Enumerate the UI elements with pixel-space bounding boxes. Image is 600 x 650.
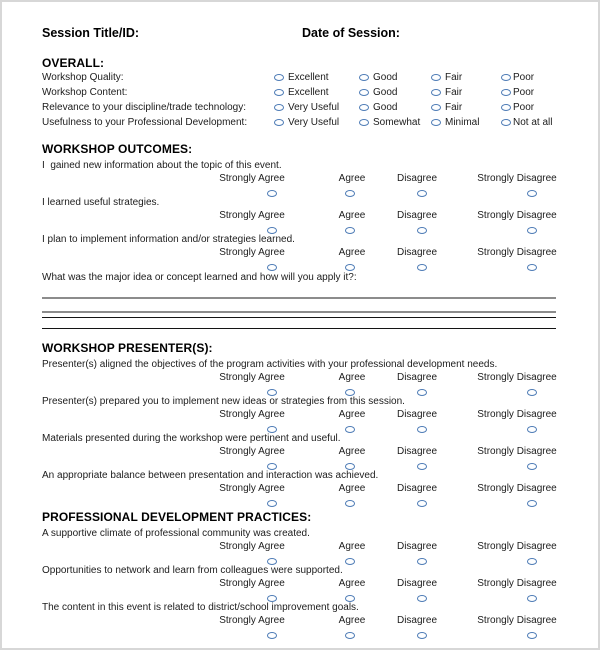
scale-option-label: Disagree — [396, 446, 438, 457]
radio-poor[interactable] — [501, 74, 511, 81]
scale-option-disagree — [387, 247, 447, 276]
scale-option-label: Disagree — [396, 173, 438, 184]
rating-option-label: Somewhat — [373, 117, 421, 128]
scale-option-label: Strongly Agree — [219, 173, 285, 184]
scale-option-label: Strongly Disagree — [477, 446, 557, 457]
radio-disagree[interactable] — [417, 595, 427, 602]
agreement-scale — [217, 483, 562, 504]
scale-option-disagree — [387, 409, 447, 438]
scale-option-strongly-agree — [217, 409, 287, 438]
radio-disagree[interactable] — [417, 463, 427, 470]
scale-option-agree — [327, 210, 377, 239]
form-header — [42, 26, 556, 40]
rating-option-fair — [431, 72, 501, 83]
radio-agree[interactable] — [345, 558, 355, 565]
radio-strongly-agree[interactable] — [267, 264, 277, 271]
scale-option-agree — [327, 446, 377, 475]
scale-option-label: Agree — [338, 409, 366, 420]
scale-option-strongly-agree — [217, 446, 287, 475]
scale-option-strongly-disagree — [472, 446, 562, 475]
scale-option-strongly-disagree — [472, 578, 562, 607]
scale-option-strongly-disagree — [472, 409, 562, 438]
rating-option-excellent — [274, 87, 359, 98]
radio-good[interactable] — [359, 74, 369, 81]
radio-strongly-disagree[interactable] — [527, 463, 537, 470]
rating-option-good — [359, 87, 431, 98]
scale-option-label: Strongly Disagree — [477, 578, 557, 589]
rating-option-label: Fair — [445, 87, 463, 98]
scale-option-strongly-disagree — [472, 173, 562, 202]
agreement-scale — [217, 173, 562, 194]
scale-option-strongly-agree — [217, 210, 287, 239]
workshop-presenters-heading: WORKSHOP PRESENTER(S): — [42, 341, 213, 355]
rating-options — [274, 72, 556, 83]
rating-option-very-useful — [274, 102, 359, 113]
agreement-scale — [217, 578, 562, 599]
answer-line-3[interactable] — [42, 328, 556, 329]
radio-strongly-agree[interactable] — [267, 190, 277, 197]
rating-option-fair — [431, 87, 501, 98]
scale-option-agree — [327, 578, 377, 607]
rating-option-label: Excellent — [288, 72, 329, 83]
scale-option-strongly-disagree — [472, 615, 562, 644]
radio-disagree[interactable] — [417, 500, 427, 507]
scale-option-label: Strongly Disagree — [477, 173, 557, 184]
statement-text: A supportive climate of professional community was created. — [42, 528, 310, 539]
radio-disagree[interactable] — [417, 426, 427, 433]
radio-minimal[interactable] — [431, 119, 441, 126]
scale-option-disagree — [387, 446, 447, 475]
scale-option-agree — [327, 372, 377, 401]
statement-text: Presenter(s) aligned the objectives of the program activities with your professional development needs. — [42, 359, 498, 370]
scale-option-label: Disagree — [396, 483, 438, 494]
rating-row-label: Workshop Content: — [42, 87, 128, 98]
rating-option-label: Good — [373, 102, 398, 113]
scale-option-strongly-agree — [217, 615, 287, 644]
rating-option-not-at-all — [501, 117, 556, 128]
radio-disagree[interactable] — [417, 558, 427, 565]
rating-option-somewhat — [359, 117, 431, 128]
rating-row-workshop-quality — [42, 70, 556, 85]
radio-disagree[interactable] — [417, 190, 427, 197]
radio-strongly-agree[interactable] — [267, 595, 277, 602]
radio-agree[interactable] — [345, 632, 355, 639]
rating-option-label: Poor — [513, 87, 535, 98]
radio-disagree[interactable] — [417, 227, 427, 234]
workshop-outcomes-heading: WORKSHOP OUTCOMES: — [42, 142, 193, 156]
rating-option-good — [359, 102, 431, 113]
rating-option-label: Excellent — [288, 87, 329, 98]
session-title-label: Session Title/ID: — [42, 26, 140, 40]
radio-strongly-disagree[interactable] — [527, 595, 537, 602]
scale-option-label: Disagree — [396, 247, 438, 258]
radio-somewhat[interactable] — [359, 119, 369, 126]
agreement-scale — [217, 247, 562, 268]
radio-disagree[interactable] — [417, 264, 427, 271]
statement-text: I gained new information about the topic of this event. — [42, 160, 282, 171]
agreement-scale — [217, 541, 562, 562]
rating-row-label: Relevance to your discipline/trade technology: — [42, 102, 247, 113]
scale-option-label: Strongly Disagree — [477, 372, 557, 383]
radio-strongly-disagree[interactable] — [527, 558, 537, 565]
rating-row-usefulness-to-your-professional-development — [42, 115, 556, 130]
rating-option-good — [359, 72, 431, 83]
rating-option-label: Poor — [513, 102, 535, 113]
statement-text: I plan to implement information and/or strategies learned. — [42, 234, 295, 245]
radio-strongly-agree[interactable] — [267, 426, 277, 433]
scale-option-label: Strongly Agree — [219, 247, 285, 258]
radio-not-at-all[interactable] — [501, 119, 511, 126]
date-of-session-label: Date of Session: — [302, 26, 400, 40]
scale-option-label: Disagree — [396, 541, 438, 552]
radio-agree[interactable] — [345, 389, 355, 396]
radio-disagree[interactable] — [417, 632, 427, 639]
rating-option-label: Fair — [445, 102, 463, 113]
scale-option-disagree — [387, 483, 447, 512]
scale-option-agree — [327, 483, 377, 512]
scale-option-label: Disagree — [396, 409, 438, 420]
rating-option-poor — [501, 102, 556, 113]
radio-strongly-agree[interactable] — [267, 227, 277, 234]
rating-option-label: Minimal — [445, 117, 480, 128]
rating-row-relevance-to-your-discipline-trade-technology — [42, 100, 556, 115]
scale-option-label: Strongly Agree — [219, 409, 285, 420]
agreement-scale — [217, 409, 562, 430]
statement-text: An appropriate balance between presentation and interaction was achieved. — [42, 470, 379, 481]
scale-option-disagree — [387, 210, 447, 239]
radio-strongly-agree[interactable] — [267, 558, 277, 565]
scale-option-label: Agree — [338, 578, 366, 589]
scale-option-label: Strongly Agree — [219, 483, 285, 494]
rating-option-label: Good — [373, 72, 398, 83]
radio-agree[interactable] — [345, 426, 355, 433]
scale-option-disagree — [387, 372, 447, 401]
radio-agree[interactable] — [345, 190, 355, 197]
scale-option-disagree — [387, 541, 447, 570]
radio-strongly-disagree[interactable] — [527, 632, 537, 639]
radio-strongly-agree[interactable] — [267, 463, 277, 470]
professional-development-practices-heading: PROFESSIONAL DEVELOPMENT PRACTICES: — [42, 510, 312, 524]
scale-option-strongly-disagree — [472, 541, 562, 570]
workshop-presenters-blocks — [42, 359, 556, 504]
scale-option-disagree — [387, 578, 447, 607]
rating-options — [274, 87, 556, 98]
scale-option-label: Agree — [338, 615, 366, 626]
rating-option-very-useful — [274, 117, 359, 128]
radio-very-useful[interactable] — [274, 104, 284, 111]
agreement-scale — [217, 372, 562, 393]
radio-strongly-disagree[interactable] — [527, 389, 537, 396]
scale-option-label: Strongly Disagree — [477, 483, 557, 494]
radio-very-useful[interactable] — [274, 119, 284, 126]
radio-excellent[interactable] — [274, 89, 284, 96]
scale-option-strongly-agree — [217, 541, 287, 570]
rating-options — [274, 102, 556, 113]
agreement-scale — [217, 615, 562, 636]
rating-option-label: Fair — [445, 72, 463, 83]
radio-strongly-disagree[interactable] — [527, 227, 537, 234]
scale-option-label: Strongly Disagree — [477, 615, 557, 626]
radio-agree[interactable] — [345, 463, 355, 470]
rating-option-fair — [431, 102, 501, 113]
scale-option-label: Strongly Agree — [219, 446, 285, 457]
scale-option-label: Strongly Agree — [219, 372, 285, 383]
scale-option-strongly-agree — [217, 578, 287, 607]
scale-option-strongly-disagree — [472, 247, 562, 276]
scale-option-label: Strongly Disagree — [477, 210, 557, 221]
scale-option-strongly-agree — [217, 483, 287, 512]
scale-option-label: Disagree — [396, 372, 438, 383]
rating-option-label: Good — [373, 87, 398, 98]
rating-option-label: Very Useful — [288, 117, 340, 128]
statement-text: Presenter(s) prepared you to implement new ideas or strategies from this session. — [42, 396, 405, 407]
scale-option-label: Strongly Disagree — [477, 541, 557, 552]
scale-option-strongly-agree — [217, 173, 287, 202]
rating-row-workshop-content — [42, 85, 556, 100]
workshop-outcomes-blocks — [42, 160, 556, 268]
radio-strongly-disagree[interactable] — [527, 500, 537, 507]
scale-option-label: Strongly Disagree — [477, 409, 557, 420]
rating-option-label: Very Useful — [288, 102, 340, 113]
scale-option-label: Agree — [338, 372, 366, 383]
overall-rating-rows — [42, 70, 556, 130]
radio-excellent[interactable] — [274, 74, 284, 81]
answer-line-1[interactable] — [42, 297, 556, 299]
scale-option-label: Agree — [338, 173, 366, 184]
scale-option-disagree — [387, 173, 447, 202]
statement-text: Opportunities to network and learn from colleagues were supported. — [42, 565, 343, 576]
rating-option-minimal — [431, 117, 501, 128]
radio-fair[interactable] — [431, 74, 441, 81]
scale-option-agree — [327, 173, 377, 202]
rating-option-poor — [501, 72, 556, 83]
rating-row-label: Usefulness to your Professional Development: — [42, 117, 248, 128]
radio-poor[interactable] — [501, 89, 511, 96]
scale-option-strongly-disagree — [472, 483, 562, 512]
scale-option-strongly-disagree — [472, 210, 562, 239]
radio-good[interactable] — [359, 89, 369, 96]
scale-option-label: Agree — [338, 483, 366, 494]
radio-fair[interactable] — [431, 89, 441, 96]
scale-option-agree — [327, 615, 377, 644]
radio-strongly-agree[interactable] — [267, 500, 277, 507]
scale-option-label: Strongly Agree — [219, 541, 285, 552]
scale-option-strongly-disagree — [472, 372, 562, 401]
agreement-scale — [217, 446, 562, 467]
answer-line-2[interactable] — [42, 311, 556, 318]
professional-development-practices-blocks — [42, 528, 556, 636]
overall-heading: OVERALL: — [42, 56, 105, 70]
radio-strongly-disagree[interactable] — [527, 426, 537, 433]
rating-options — [274, 117, 556, 128]
radio-agree[interactable] — [345, 227, 355, 234]
scale-option-label: Disagree — [396, 615, 438, 626]
scale-option-agree — [327, 541, 377, 570]
scale-option-label: Agree — [338, 446, 366, 457]
rating-row-label: Workshop Quality: — [42, 72, 124, 83]
rating-option-label: Not at all — [513, 117, 553, 128]
scale-option-label: Strongly Disagree — [477, 247, 557, 258]
scale-option-disagree — [387, 615, 447, 644]
scale-option-strongly-agree — [217, 372, 287, 401]
scale-option-agree — [327, 247, 377, 276]
scale-option-label: Disagree — [396, 578, 438, 589]
radio-agree[interactable] — [345, 595, 355, 602]
statement-text: The content in this event is related to district/school improvement goals. — [42, 602, 359, 613]
radio-disagree[interactable] — [417, 389, 427, 396]
rating-option-poor — [501, 87, 556, 98]
scale-option-label: Strongly Agree — [219, 578, 285, 589]
scale-option-agree — [327, 409, 377, 438]
radio-agree[interactable] — [345, 264, 355, 271]
radio-good[interactable] — [359, 104, 369, 111]
scale-option-label: Agree — [338, 210, 366, 221]
scale-option-strongly-agree — [217, 247, 287, 276]
rating-option-excellent — [274, 72, 359, 83]
scale-option-label: Strongly Agree — [219, 210, 285, 221]
radio-strongly-agree[interactable] — [267, 389, 277, 396]
radio-strongly-agree[interactable] — [267, 632, 277, 639]
scale-option-label: Disagree — [396, 210, 438, 221]
statement-text: I learned useful strategies. — [42, 197, 160, 208]
radio-fair[interactable] — [431, 104, 441, 111]
radio-agree[interactable] — [345, 500, 355, 507]
statement-text: Materials presented during the workshop were pertinent and useful. — [42, 433, 341, 444]
scale-option-label: Agree — [338, 541, 366, 552]
scale-option-label: Strongly Agree — [219, 615, 285, 626]
agreement-scale — [217, 210, 562, 231]
open-question: What was the major idea or concept learned and how will you apply it?: — [42, 272, 357, 283]
rating-option-label: Poor — [513, 72, 535, 83]
radio-strongly-disagree[interactable] — [527, 190, 537, 197]
scale-option-label: Agree — [338, 247, 366, 258]
radio-poor[interactable] — [501, 104, 511, 111]
radio-strongly-disagree[interactable] — [527, 264, 537, 271]
